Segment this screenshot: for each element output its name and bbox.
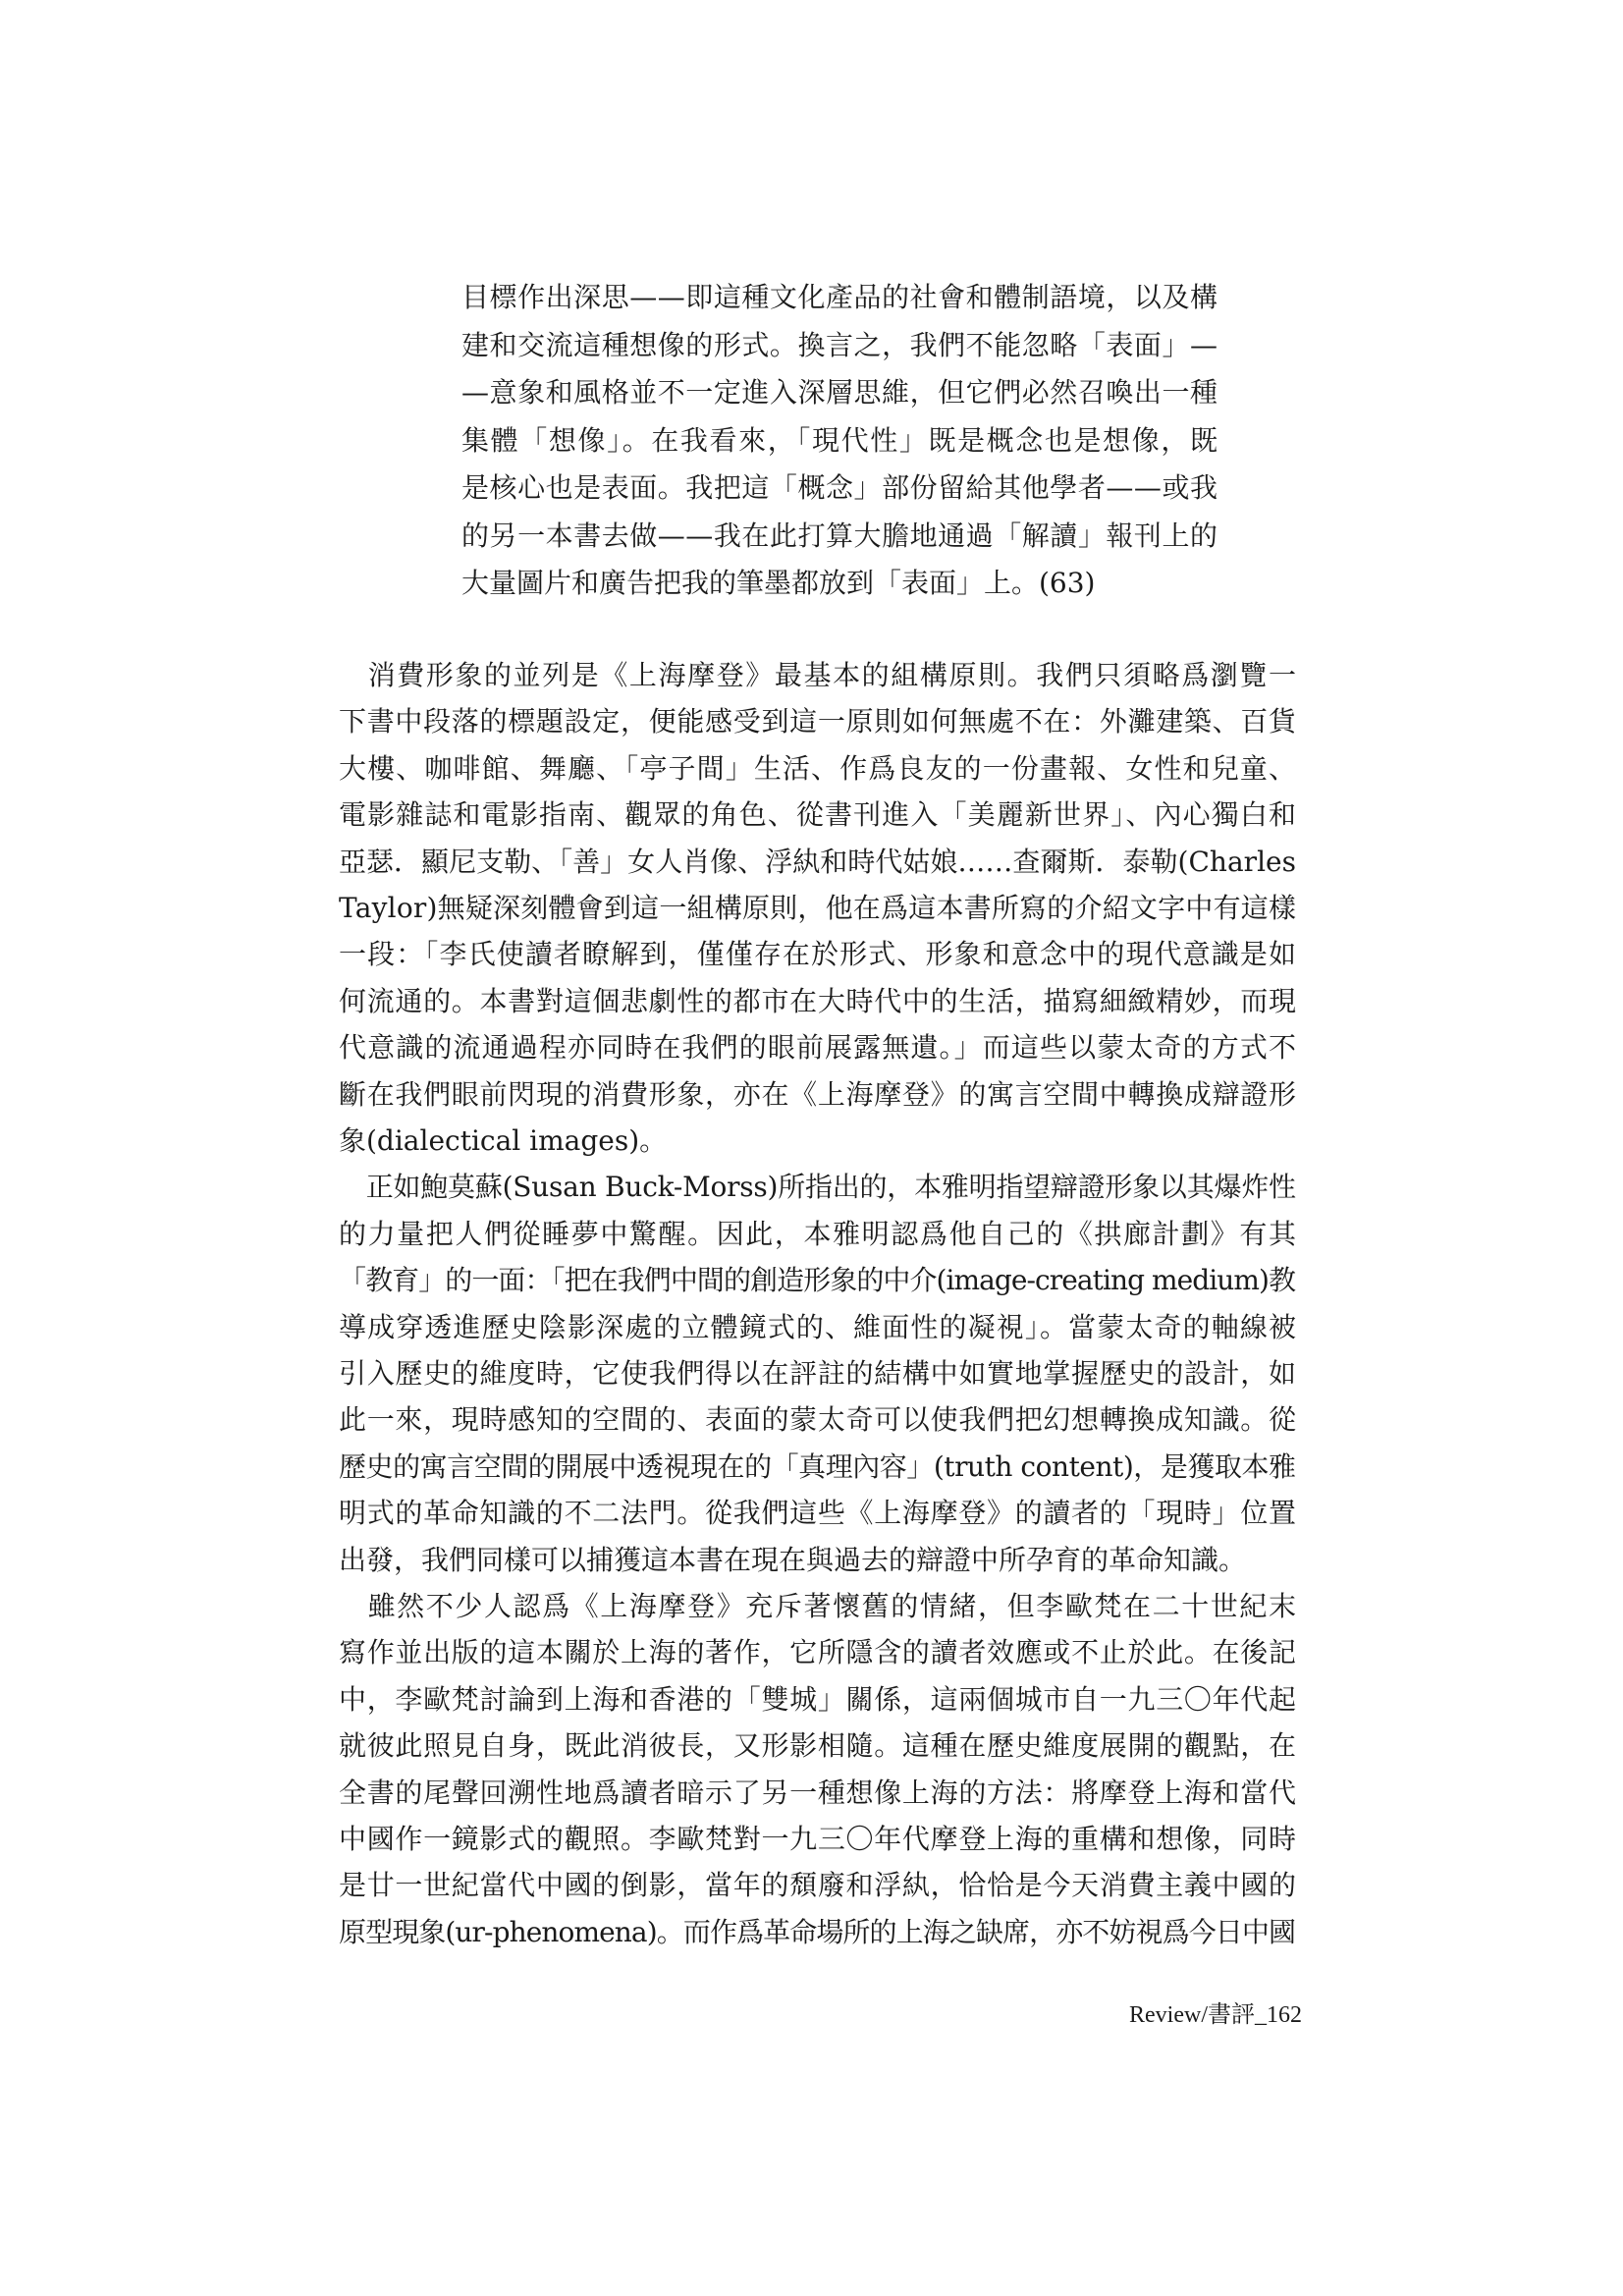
body-line: 引入歷史的維度時，它使我們得以在評註的結構中如實地掌握歷史的設計，如 <box>339 1357 1297 1390</box>
body-line: 代意識的流通過程亦同時在我們的眼前展露無遺。」而這些以蒙太奇的方式不 <box>339 1031 1298 1065</box>
body-line: 歷史的寓言空間的開展中透視現在的「真理內容」(truth content)，是獲取本雅 <box>339 1449 1296 1483</box>
body-line: 一段：「李氏使讀者瞭解到，僅僅存在於形式、形象和意念中的現代意識是如 <box>339 938 1298 971</box>
body-line: 正如鮑莫蘇(Susan Buck-Morss)所指出的，本雅明指望辯證形象以其爆炸性 <box>339 1171 1296 1204</box>
body-line: 寫作並出版的這本關於上海的著作，它所隱含的讀者效應或不止於此。在後記 <box>339 1636 1297 1669</box>
body-line: 「教育」的一面：「把在我們中間的創造形象的中介(image-creating medium)教 <box>339 1264 1296 1297</box>
quote-line: 建和交流這種想像的形式。換言之，我們不能忽略「表面」— <box>461 328 1218 361</box>
body-line: 消費形象的並列是《上海摩登》最基本的組構原則。我們只須略爲瀏覽一 <box>339 659 1298 691</box>
body-line: 全書的尾聲回溯性地爲讀者暗示了另一種想像上海的方法：將摩登上海和當代 <box>339 1776 1297 1809</box>
body-line: Taylor)無疑深刻體會到這一組構原則，他在爲這本書所寫的介紹文字中有這樣 <box>339 892 1297 924</box>
body-line: 此一來，現時感知的空間的、表面的蒙太奇可以使我們把幻想轉換成知識。從 <box>339 1403 1297 1437</box>
body-line: 中國作一鏡影式的觀照。李歐梵對一九三〇年代摩登上海的重構和想像，同時 <box>339 1823 1297 1855</box>
body-line: 出發，我們同樣可以捕獲這本書在現在與過去的辯證中所孕育的革命知識。 <box>339 1543 1247 1576</box>
body-line: 明式的革命知識的不二法門。從我們這些《上海摩登》的讀者的「現時」位置 <box>339 1497 1297 1530</box>
quote-line: 大量圖片和廣告把我的筆墨都放到「表面」上。(63) <box>461 567 1096 599</box>
body-line: 雖然不少人認爲《上海摩登》充斥著懷舊的情緒，但李歐梵在二十世紀末 <box>339 1590 1298 1622</box>
quote-line: 集體「想像」。在我看來，「現代性」既是概念也是想像，既 <box>461 423 1219 457</box>
body-line: 下書中段落的標題設定，便能感受到這一原則如何無處不在：外灘建築、百貨 <box>339 705 1297 738</box>
body-line: 何流通的。本書對這個悲劇性的都市在大時代中的生活，描寫細緻精妙，而現 <box>339 984 1297 1017</box>
body-line: 電影雜誌和電影指南、觀眾的角色、從書刊進入「美麗新世界」、內心獨白和 <box>339 798 1298 832</box>
quote-line: —意象和風格並不一定進入深層思維，但它們必然召喚出一種 <box>461 376 1218 409</box>
body-line: 原型現象(ur-phenomena)。而作爲革命場所的上海之缺席，亦不妨視爲今日中國 <box>339 1915 1296 1948</box>
page-footer: Review/書評_162 <box>1129 2002 1302 2028</box>
body-line: 的力量把人們從睡夢中驚醒。因此，本雅明認爲他自己的《拱廊計劃》有其 <box>339 1217 1298 1250</box>
quote-line: 的另一本書去做——我在此打算大膽地通過「解讀」報刊上的 <box>461 519 1218 552</box>
quote-line: 是核心也是表面。我把這「概念」部份留給其他學者——或我 <box>461 471 1218 504</box>
body-line: 導成穿透進歷史陰影深處的立體鏡式的、維面性的凝視」。當蒙太奇的軸線被 <box>339 1310 1298 1343</box>
body-line: 斷在我們眼前閃現的消費形象，亦在《上海摩登》的寓言空間中轉換成辯證形 <box>339 1077 1297 1111</box>
body-line: 就彼此照見自身，既此消彼長，又形影相隨。這種在歷史維度展開的觀點，在 <box>339 1729 1297 1763</box>
body-line: 中，李歐梵討論到上海和香港的「雙城」關係，這兩個城市自一九三〇年代起 <box>339 1682 1297 1716</box>
body-line: 大樓、咖啡館、舞廳、「亭子間」生活、作爲良友的一份畫報、女性和兒童、 <box>339 751 1298 785</box>
body-line: 亞瑟．顯尼支勒、「善」女人肖像、浮紈和時代姑娘……查爾斯．泰勒(Charles <box>339 845 1297 878</box>
body-line: 象(dialectical images)。 <box>339 1124 668 1157</box>
body-line: 是廿一世紀當代中國的倒影，當年的頹廢和浮紈，恰恰是今天消費主義中國的 <box>339 1869 1297 1902</box>
quote-line: 目標作出深思——即這種文化產品的社會和體制語境，以及構 <box>461 281 1218 313</box>
